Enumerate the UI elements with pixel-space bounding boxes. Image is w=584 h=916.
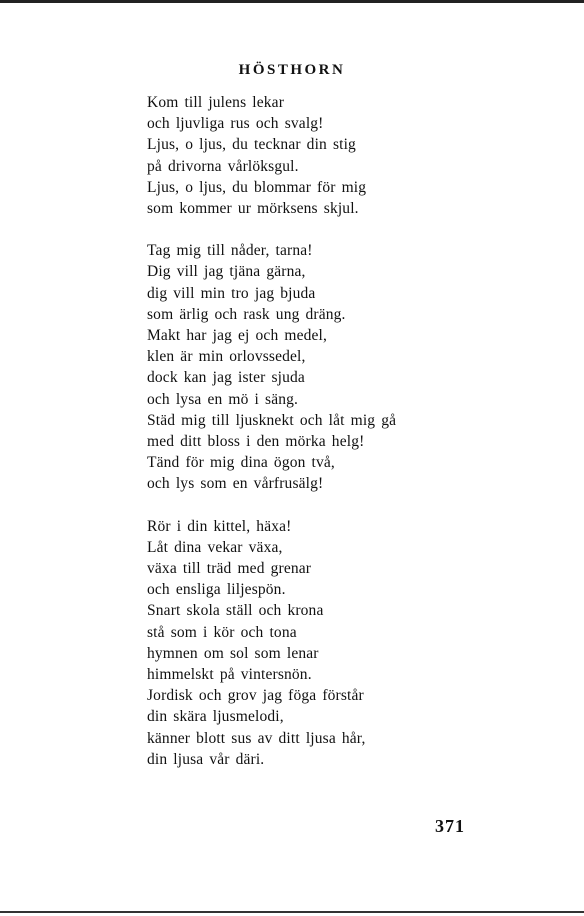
top-edge-rule: [0, 0, 584, 3]
poem-line: och lysa en mö i säng.: [147, 390, 299, 408]
poem-line: känner blott sus av ditt ljusa hår,: [147, 729, 366, 747]
page-number: 371: [435, 816, 465, 836]
stanza-3: [147, 516, 567, 770]
poem-line: himmelskt på vintersnön.: [147, 666, 312, 684]
poem-line: Rör i din kittel, häxa!: [147, 517, 292, 535]
poem-line: på drivorna vårlöksgul.: [147, 157, 299, 175]
poem-body: [147, 92, 567, 770]
poem-line: och ljuvliga rus och svalg!: [147, 115, 324, 133]
running-head: HÖSTHORN: [238, 62, 346, 78]
poem-line: Dig vill jag tjäna gärna,: [147, 263, 306, 281]
poem-line: Tänd för mig dina ögon två,: [147, 454, 335, 472]
poem-line: som kommer ur mörksens skjul.: [147, 200, 359, 218]
poem-line: Ljus, o ljus, du tecknar din stig: [147, 136, 356, 154]
poem-line: Ljus, o ljus, du blommar för mig: [147, 178, 367, 196]
poem-line: din skära ljusmelodi,: [147, 708, 284, 726]
poem-line: Kom till julens lekar: [147, 94, 285, 111]
poem-line: Tag mig till nåder, tarna!: [147, 242, 313, 260]
poem-line: klen är min orlovssedel,: [147, 348, 306, 366]
poem-line: dock kan jag ister sjuda: [147, 369, 305, 387]
poem-line: Jordisk och grov jag föga förstår: [147, 687, 364, 705]
poem-line: med ditt bloss i den mörka helg!: [147, 433, 365, 451]
poem-line: Snart skola ställ och krona: [147, 602, 324, 620]
poem-line: dig vill min tro jag bjuda: [147, 284, 316, 302]
poem-line: Låt dina vekar växa,: [147, 538, 283, 556]
stanza-2: [147, 240, 567, 494]
poem-line: och lys som en vårfrusälg!: [147, 475, 324, 493]
bottom-edge-rule: [0, 911, 584, 913]
stanza-1: [147, 92, 567, 219]
poem-line: hymnen om sol som lenar: [147, 644, 319, 662]
poem-line: Makt har jag ej och medel,: [147, 327, 328, 345]
poem-line: och ensliga liljespön.: [147, 581, 286, 599]
poem-line: Städ mig till ljusknekt och låt mig gå: [147, 411, 397, 429]
poem-line: växa till träd med grenar: [147, 560, 312, 578]
poem-line: stå som i kör och tona: [147, 623, 297, 641]
poem-line: din ljusa vår däri.: [147, 750, 265, 768]
poem-line: som ärlig och rask ung dräng.: [147, 305, 346, 323]
